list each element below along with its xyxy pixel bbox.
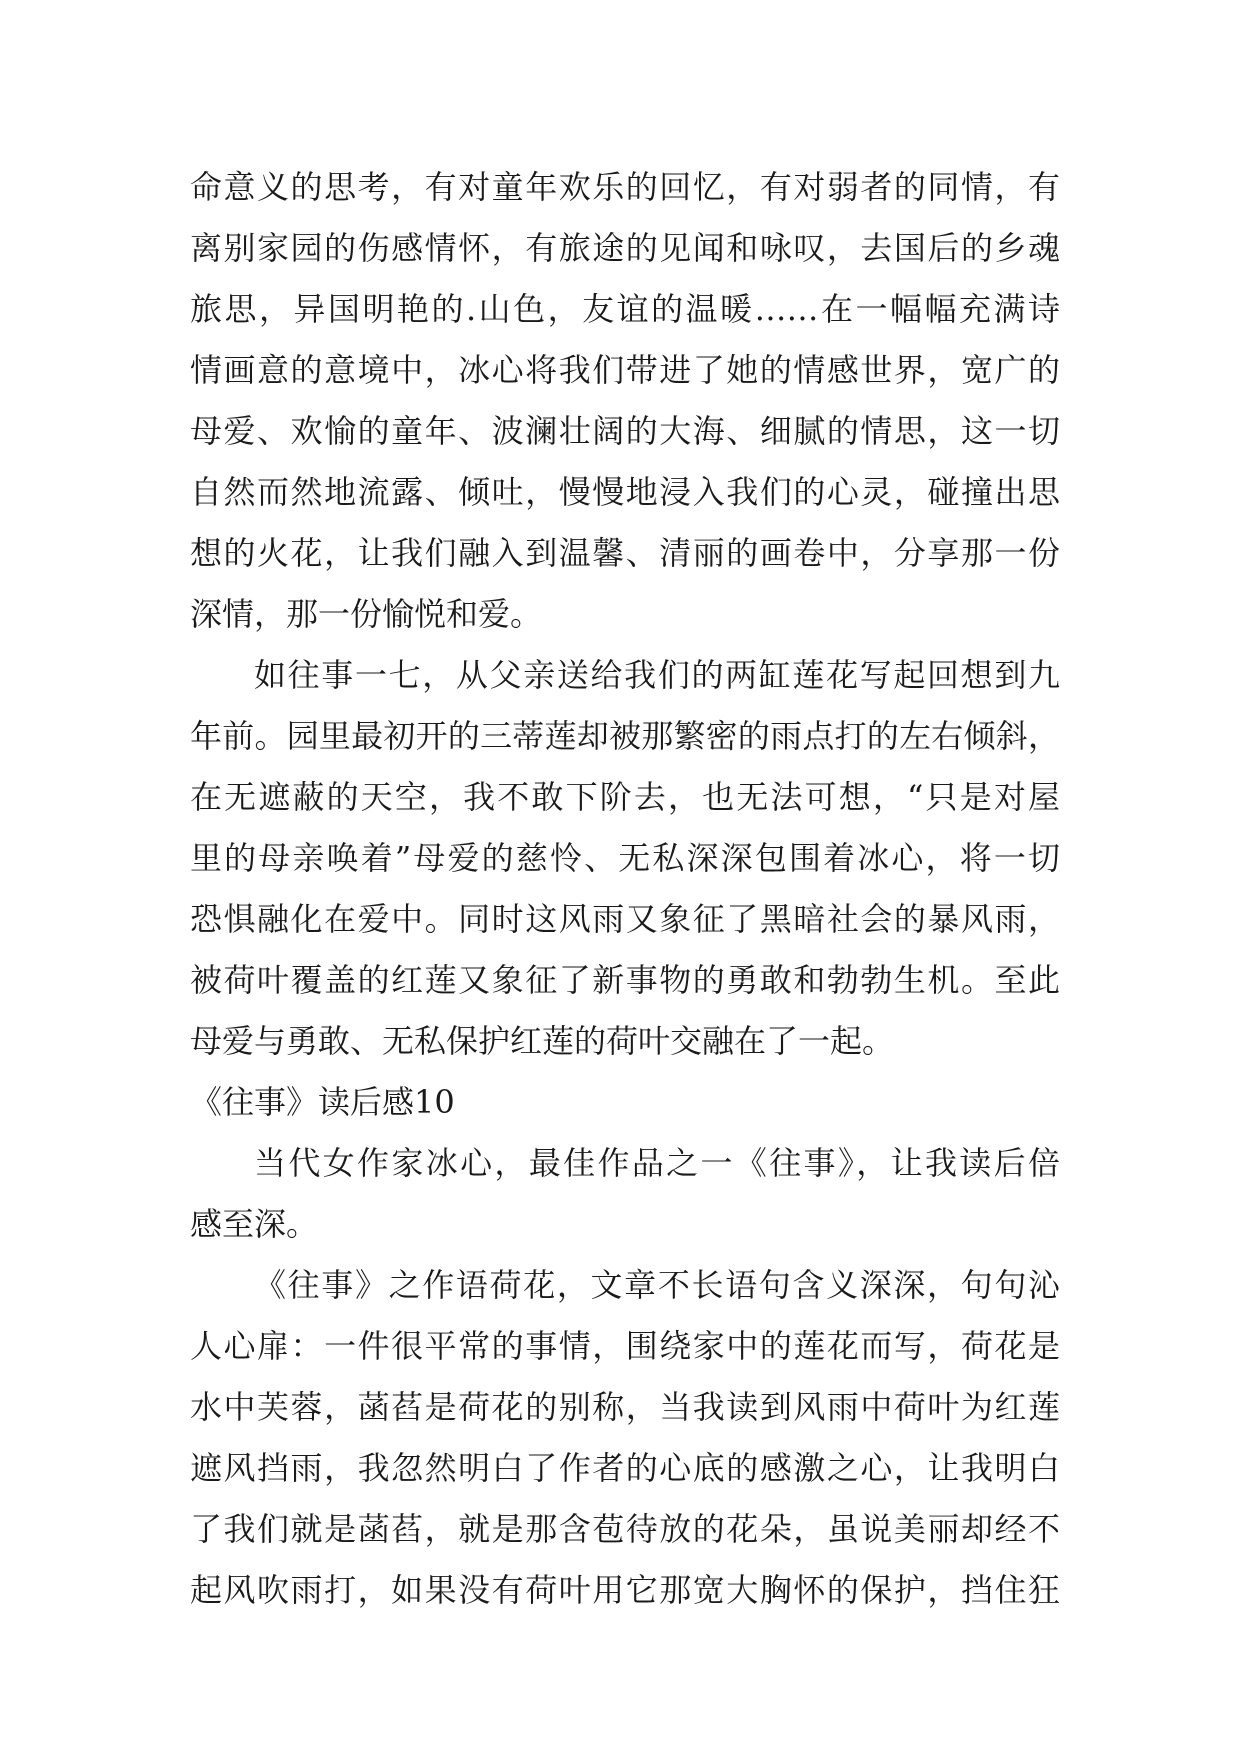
text-line: 旅思，异国明艳的.山色，友谊的温暖……在一幅幅充满诗 <box>190 290 1060 328</box>
text-line: 《往事》之作语荷花，文章不长语句含义深深，句句沁 <box>254 1266 1060 1304</box>
section-heading: 《往事》读后感10 <box>190 1083 455 1121</box>
text-line: 当代女作家冰心，最佳作品之一《往事》，让我读后倍 <box>254 1144 1060 1182</box>
text-line: 母爱与勇敢、无私保护红莲的荷叶交融在了一起。 <box>190 1022 895 1060</box>
text-line: 年前。园里最初开的三蒂莲却被那繁密的雨点打的左右倾斜， <box>190 717 1060 755</box>
text-line: 在无遮蔽的天空，我不敢下阶去，也无法可想，“只是对屋 <box>190 778 1060 816</box>
text-line: 了我们就是菡萏，就是那含苞待放的花朵，虽说美丽却经不 <box>190 1510 1060 1548</box>
text-line: 命意义的思考，有对童年欢乐的回忆，有对弱者的同情，有 <box>190 168 1060 206</box>
text-line: 被荷叶覆盖的红莲又象征了新事物的勇敢和勃勃生机。至此 <box>190 961 1060 999</box>
text-line: 母爱、欢愉的童年、波澜壮阔的大海、细腻的情思，这一切 <box>190 412 1060 450</box>
text-line: 遮风挡雨，我忽然明白了作者的心底的感激之心，让我明白 <box>190 1449 1060 1487</box>
text-line: 自然而然地流露、倾吐，慢慢地浸入我们的心灵，碰撞出思 <box>190 473 1060 511</box>
text-line: 想的火花，让我们融入到温馨、清丽的画卷中，分享那一份 <box>190 534 1060 572</box>
text-line: 深情，那一份愉悦和爱。 <box>190 595 543 633</box>
text-line: 离别家园的伤感情怀，有旅途的见闻和咏叹，去国后的乡魂 <box>190 229 1060 267</box>
text-line: 如往事一七，从父亲送给我们的两缸莲花写起回想到九 <box>254 656 1060 694</box>
text-line: 起风吹雨打，如果没有荷叶用它那宽大胸怀的保护，挡住狂 <box>190 1571 1060 1609</box>
text-line: 恐惧融化在爱中。同时这风雨又象征了黑暗社会的暴风雨， <box>190 900 1060 938</box>
text-line: 感至深。 <box>190 1205 319 1243</box>
text-line: 情画意的意境中，冰心将我们带进了她的情感世界，宽广的 <box>190 351 1060 389</box>
text-line: 人心扉：一件很平常的事情，围绕家中的莲花而写，荷花是 <box>190 1327 1060 1365</box>
text-line: 里的母亲唤着”母爱的慈怜、无私深深包围着冰心，将一切 <box>190 839 1060 877</box>
text-line: 水中芙蓉，菡萏是荷花的别称，当我读到风雨中荷叶为红莲 <box>190 1388 1060 1426</box>
